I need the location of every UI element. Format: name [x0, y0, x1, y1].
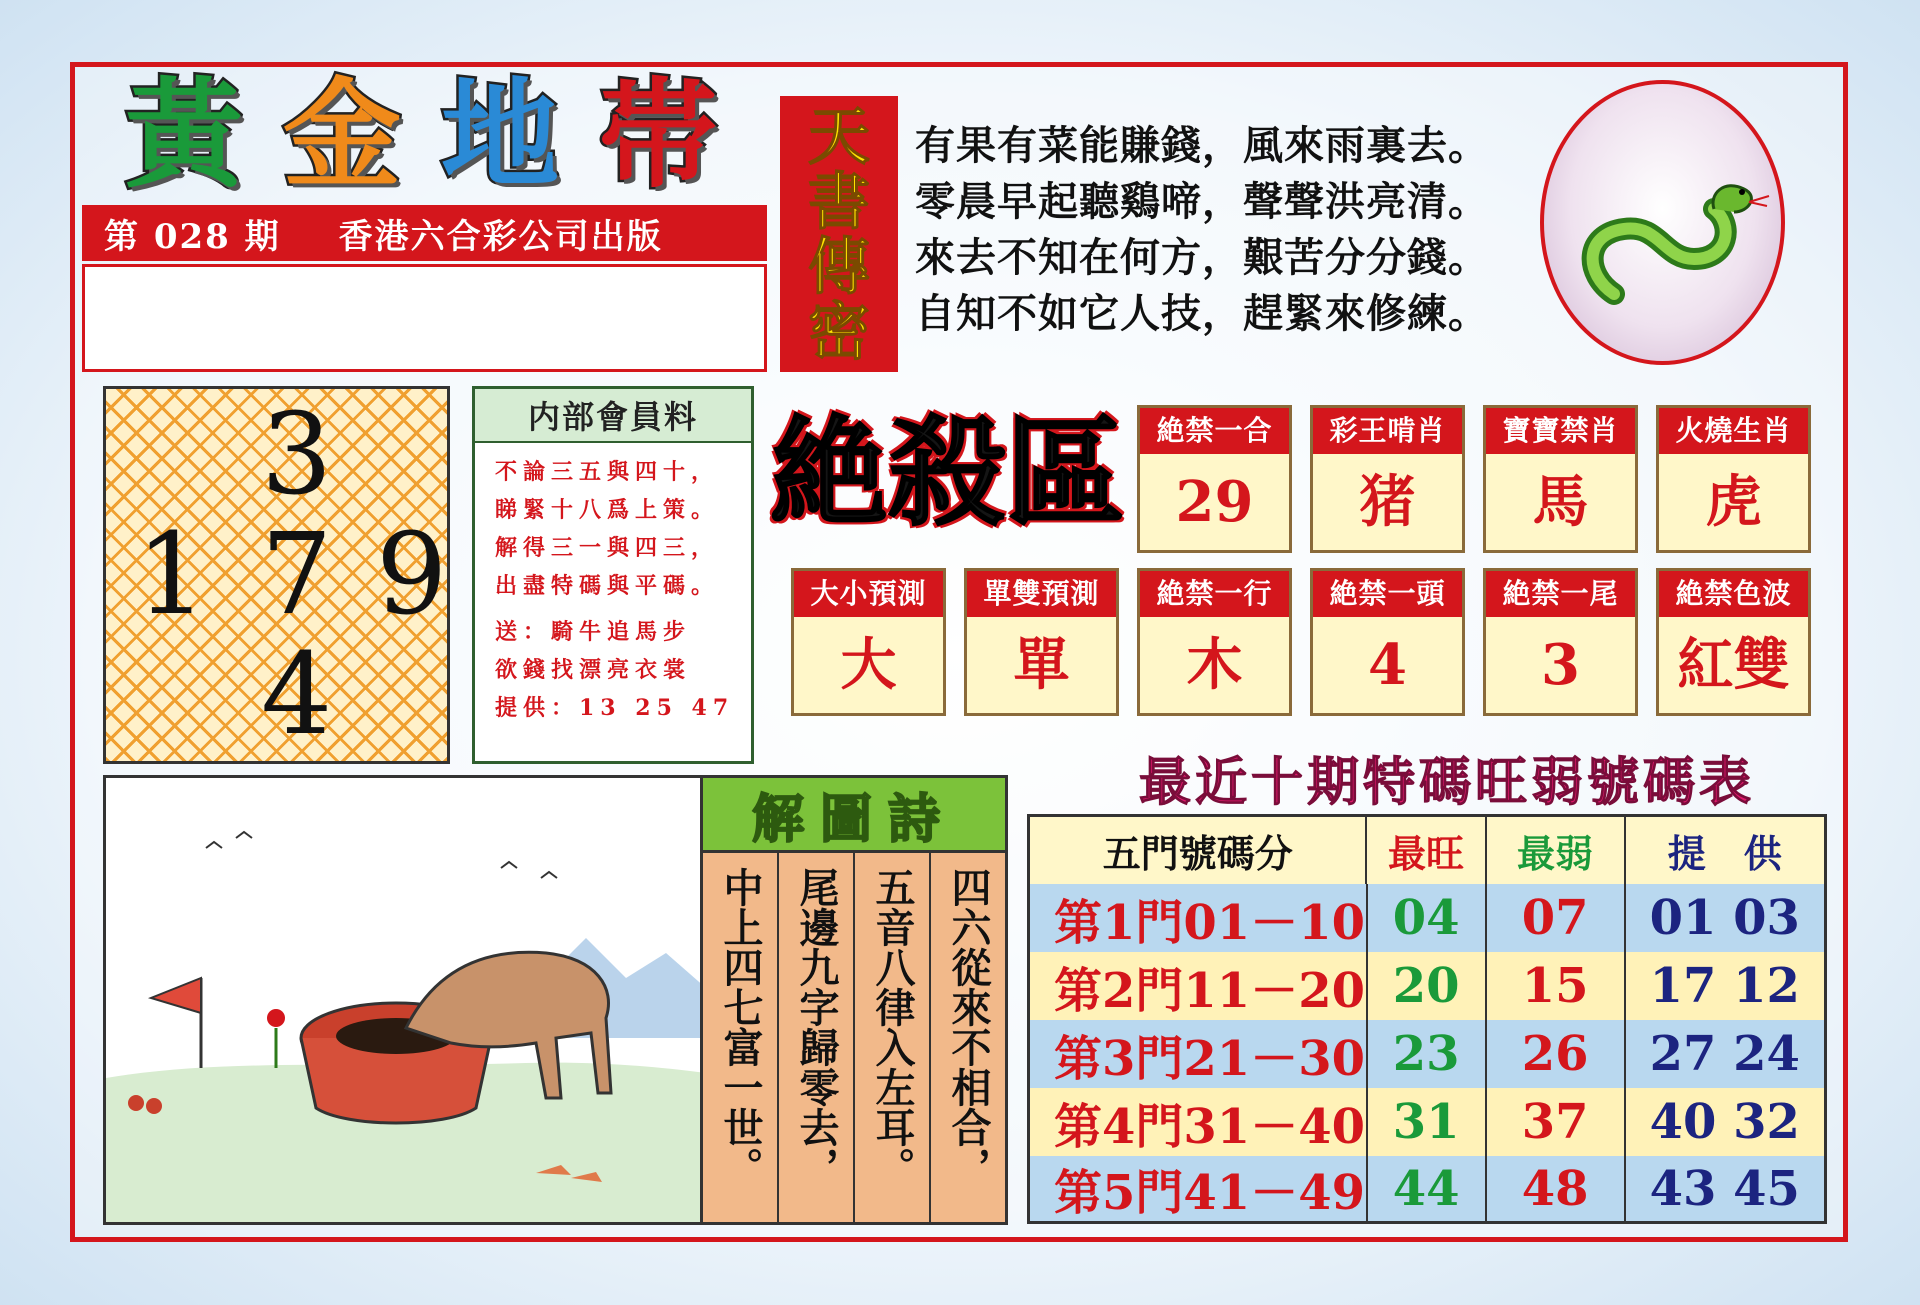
- blank-panel: [82, 264, 767, 372]
- tianshu-char: 傳: [807, 229, 870, 303]
- poem-column: [703, 853, 777, 1222]
- cell-label: 寶寶禁肖: [1486, 408, 1635, 454]
- issue-bar: [82, 205, 767, 261]
- table-row: [1030, 1020, 1824, 1090]
- cell-label: 絶禁色波: [1659, 571, 1808, 617]
- table-header-row: [1030, 817, 1824, 886]
- weak-cell: 07: [1487, 884, 1626, 952]
- provide-cell: 17 12: [1626, 952, 1824, 1020]
- header-cell: 最旺: [1367, 817, 1486, 884]
- cell-label: 絶禁一尾: [1486, 571, 1635, 617]
- member-line: 不論三五與四十，: [495, 459, 720, 485]
- strong-cell: 20: [1368, 952, 1487, 1020]
- title-char: 金: [283, 66, 402, 204]
- title-char: 帯: [599, 66, 718, 204]
- poem-column-text: 五音八律入左耳。: [869, 867, 916, 1187]
- member-line: 出盡特碼與平碼。: [495, 573, 720, 599]
- cell-value: 3: [1541, 632, 1580, 698]
- poem-column-text: 四六從來不相合，: [945, 867, 992, 1187]
- issue-number: 第 028 期: [104, 216, 281, 257]
- juesha-char: 絶: [770, 403, 889, 542]
- weak-cell: 48: [1487, 1156, 1626, 1221]
- jietu-header: [703, 775, 1008, 853]
- poem-column-text: 中上四七富一世。: [717, 867, 764, 1187]
- number-center: 7: [261, 510, 333, 640]
- dog-well-illustration: [106, 778, 703, 1225]
- juesha-cell: [964, 568, 1119, 716]
- juesha-char: 殺: [888, 403, 1007, 542]
- member-send-line: 送：騎牛追馬步: [495, 619, 692, 645]
- poem-column: [929, 853, 1005, 1222]
- jietu-title: 解圖詩: [751, 788, 956, 850]
- header-cell: 提 供: [1626, 817, 1824, 884]
- member-info-box: [472, 386, 754, 764]
- poem-line: 零晨早起聽鷄啼，聲聲洪亮清。: [915, 178, 1489, 225]
- tianshu-banner: [780, 96, 898, 372]
- provide-cell: 01 03: [1626, 884, 1824, 952]
- strong-cell: 04: [1368, 884, 1487, 952]
- cell-label: 單雙預測: [967, 571, 1116, 617]
- member-send-line: 欲錢找漂亮衣裳: [495, 657, 692, 683]
- tianshu-char: 天: [807, 99, 870, 173]
- tianshu-poem: [915, 118, 1535, 342]
- juesha-cell: [1137, 568, 1292, 716]
- juesha-char: 區: [1006, 403, 1125, 542]
- juesha-title: [770, 398, 1140, 548]
- poem-line: 有果有菜能賺錢，風來雨裏去。: [915, 122, 1489, 169]
- juesha-cell: [1656, 405, 1811, 553]
- strong-cell: 44: [1368, 1156, 1487, 1221]
- poem-column-text: 尾邊九字歸零去，: [793, 867, 840, 1187]
- poem-line: 自知不如它人技，趕緊來修練。: [915, 290, 1489, 337]
- range-cell: 第2門11－20: [1030, 952, 1368, 1020]
- juesha-cell: [1656, 568, 1811, 716]
- weak-cell: 15: [1487, 952, 1626, 1020]
- cell-label: 絶禁一行: [1140, 571, 1289, 617]
- range-cell: 第1門01－10: [1030, 884, 1368, 952]
- header-cell: 五門號碼分: [1030, 817, 1367, 884]
- poem-column: [777, 853, 853, 1222]
- cell-label: 彩王啃肖: [1313, 408, 1462, 454]
- member-provide: 提供：13 25 47: [495, 695, 735, 721]
- cell-value: 木: [1186, 632, 1243, 698]
- juesha-cell: [1310, 405, 1465, 553]
- snake-icon: [1544, 84, 1789, 369]
- tianshu-char: 書: [807, 164, 870, 238]
- jietu-poem: [703, 853, 1008, 1225]
- cell-label: 絶禁一頭: [1313, 571, 1462, 617]
- range-cell: 第3門21－30: [1030, 1020, 1368, 1088]
- weak-cell: 37: [1487, 1088, 1626, 1156]
- cell-value: 猪: [1359, 469, 1416, 535]
- juesha-cell: [1483, 568, 1638, 716]
- table-row: [1030, 884, 1824, 954]
- number-right: 9: [376, 510, 448, 640]
- range-cell: 第4門31－40: [1030, 1088, 1368, 1156]
- cell-value: 虎: [1705, 469, 1762, 535]
- provide-cell: 27 24: [1626, 1020, 1824, 1088]
- snake-medallion: [1540, 80, 1785, 365]
- juesha-cell: [1137, 405, 1292, 553]
- range-cell: 第5門41－49: [1030, 1156, 1368, 1221]
- poem-line: 來去不知在何方，艱苦分分錢。: [915, 234, 1489, 281]
- member-line: 解得三一與四三，: [495, 535, 720, 561]
- weak-cell: 26: [1487, 1020, 1626, 1088]
- title-char: 地: [441, 66, 560, 204]
- table-title: 最近十期特碼旺弱號碼表: [1138, 753, 1755, 813]
- cell-value: 單: [1013, 632, 1070, 698]
- cell-value: 紅雙: [1677, 632, 1790, 698]
- cell-value: 馬: [1532, 469, 1589, 535]
- strong-cell: 31: [1368, 1088, 1487, 1156]
- provide-cell: 43 45: [1626, 1156, 1824, 1221]
- cell-label: 大小預測: [794, 571, 943, 617]
- header-cell: 最弱: [1487, 817, 1626, 884]
- poster-title: [125, 66, 745, 204]
- cell-value: 29: [1175, 469, 1254, 535]
- cell-label: 火燒生肖: [1659, 408, 1808, 454]
- cell-label: 絶禁一合: [1140, 408, 1289, 454]
- cell-value: 4: [1368, 632, 1407, 698]
- poem-column: [853, 853, 929, 1222]
- number-top: 3: [261, 390, 333, 520]
- provide-cell: 40 32: [1626, 1088, 1824, 1156]
- number-table: [1027, 814, 1827, 1224]
- juesha-cell: [1310, 568, 1465, 716]
- juesha-cell: [791, 568, 946, 716]
- table-row: [1030, 952, 1824, 1022]
- juesha-cell: [1483, 405, 1638, 553]
- strong-cell: 23: [1368, 1020, 1487, 1088]
- member-title: 内部會員料: [475, 389, 751, 443]
- title-char: 黃: [125, 66, 244, 204]
- riddle-picture: [103, 775, 703, 1225]
- member-line: 睇緊十八爲上策。: [495, 497, 720, 523]
- table-row: [1030, 1156, 1824, 1221]
- cell-value: 大: [840, 632, 897, 698]
- number-left: 1: [136, 510, 208, 640]
- publisher-text: 香港六合彩公司出版: [338, 216, 663, 257]
- number-bottom: 4: [261, 630, 333, 760]
- lucky-number-box: [103, 386, 450, 764]
- tianshu-char: 密: [807, 294, 870, 368]
- table-row: [1030, 1088, 1824, 1158]
